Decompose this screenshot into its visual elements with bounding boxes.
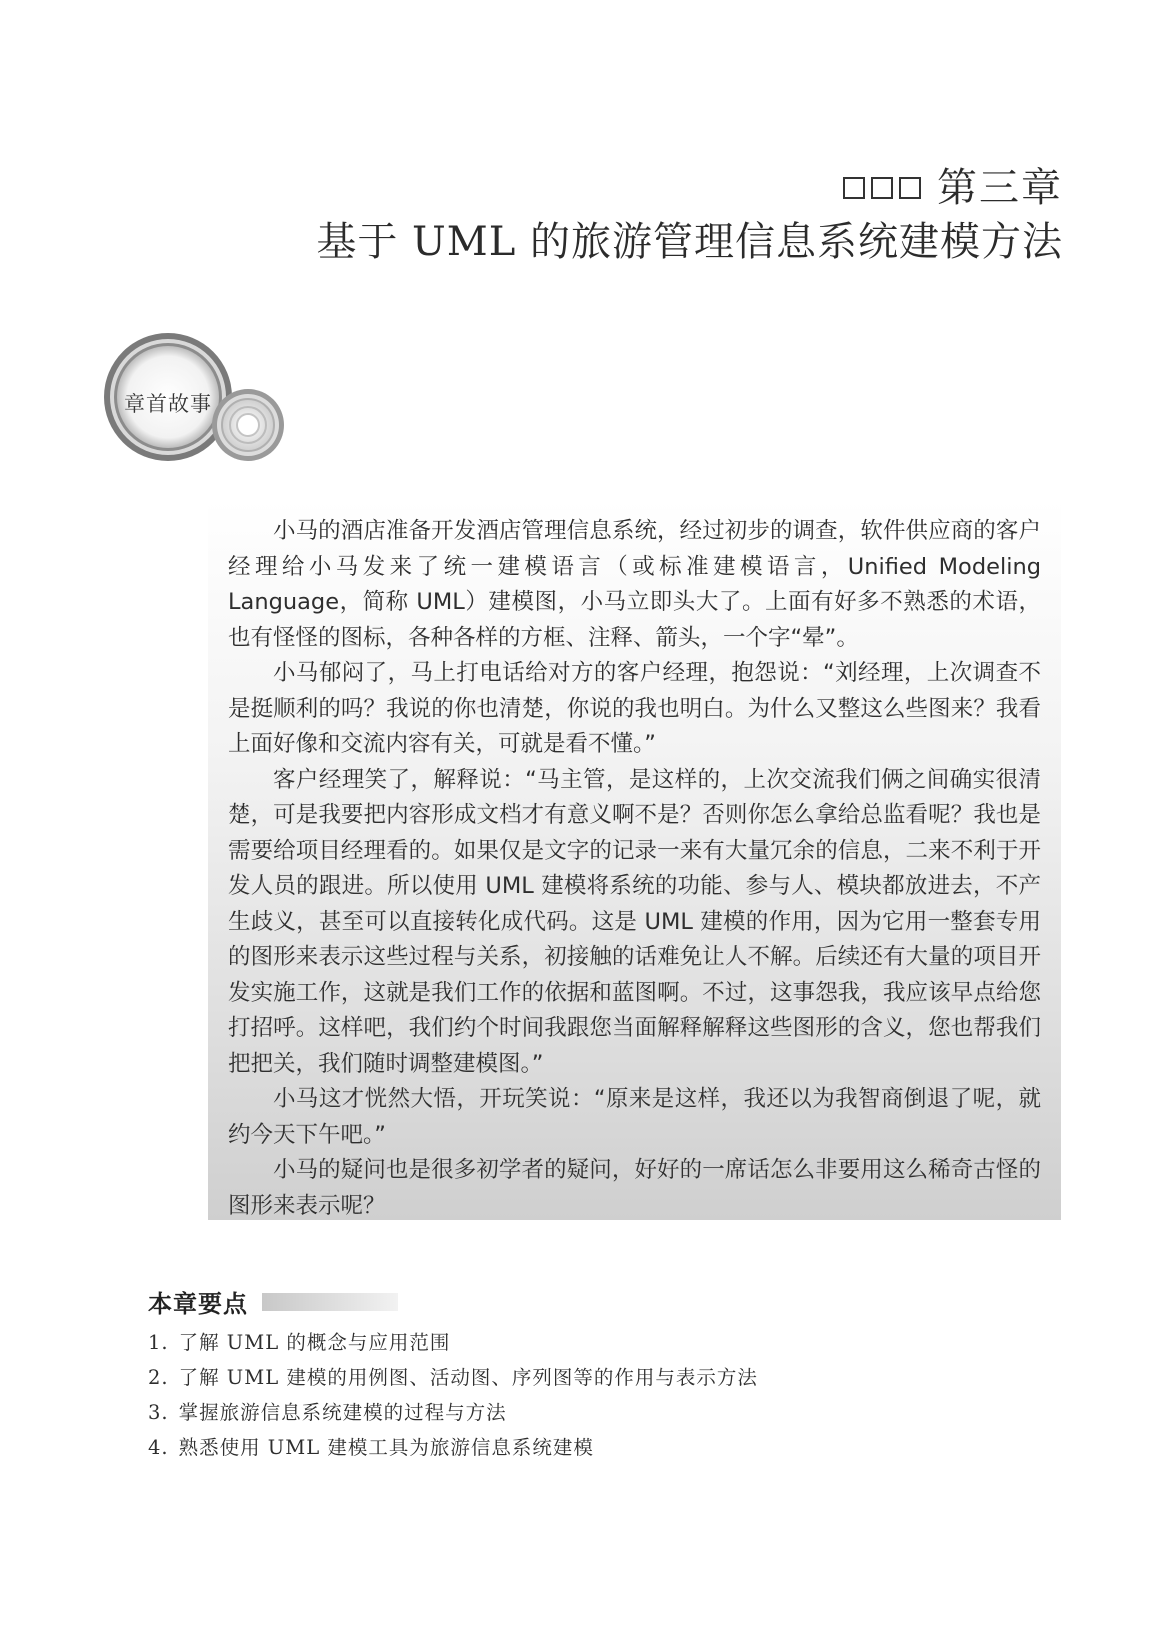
chapter-ornament — [843, 177, 921, 199]
key-point-item — [148, 1395, 758, 1430]
story-paragraph: 小马郁闷了，马上打电话给对方的客户经理，抱怨说：“刘经理，上次调查不是挺顺利的吗？我说的你也清楚，你说的我也明白。为什么又整这么些图来？我看上面好像和交流内容有关，可就是看不懂。” — [228, 660, 1041, 757]
ornament-square — [899, 177, 921, 199]
key-point-text: 熟悉使用 UML 建模工具为旅游信息系统建模 — [178, 1436, 594, 1459]
badge-label: 章首故事 — [124, 392, 212, 416]
key-points-title: 本章要点 — [148, 1290, 248, 1318]
key-point-number: 2. — [148, 1366, 169, 1389]
chapter-number-line — [843, 165, 1063, 211]
ornament-square — [843, 177, 865, 199]
key-point-item — [148, 1430, 758, 1465]
key-point-text: 了解 UML 的概念与应用范围 — [178, 1331, 451, 1354]
key-point-number: 4. — [148, 1436, 169, 1459]
chapter-number: 第三章 — [937, 165, 1063, 211]
chapter-title: 基于 UML 的旅游管理信息系统建模方法 — [316, 219, 1063, 265]
key-point-number: 3. — [148, 1401, 169, 1424]
story-badge — [98, 332, 298, 492]
ornament-square — [871, 177, 893, 199]
heading-decoration-bar — [262, 1293, 398, 1311]
key-points-heading — [148, 1284, 398, 1319]
story-paragraph: 小马这才恍然大悟，开玩笑说：“原来是这样，我还以为我智商倒退了呢，就约今天下午吧。” — [228, 1086, 1041, 1148]
key-point-text: 了解 UML 建模的用例图、活动图、序列图等的作用与表示方法 — [178, 1366, 758, 1389]
key-points-list — [148, 1325, 758, 1465]
story-paragraph: 客户经理笑了，解释说：“马主管，是这样的，上次交流我们俩之间确实很清楚，可是我要把内容形成文档才有意义啊不是？否则你怎么拿给总监看呢？我也是需要给项目经理看的。如果仅是文字的记录一来有大量冗余的信息，二来不利于开发人员的跟进。所以使用 UML 建模将系统的功能、参与人、模块都放进去，不产生歧义，甚至可以直接转化成代码。这是 UML 建模的作用，因为它用一整套专用的图形来表示这些过程与关系，初接触的话难免让人不解。后续还有大量的项目开发实施工作，这就是我们工作的依据和蓝图啊。不过，这事怨我，我应该早点给您打招呼。这样吧，我们约个时间我跟您当面解释解释这些图形的含义，您也帮我们把把关，我们随时调整建模图。” — [228, 766, 1041, 1077]
story-box — [208, 500, 1061, 1220]
key-point-item — [148, 1360, 758, 1395]
key-point-text: 掌握旅游信息系统建模的过程与方法 — [178, 1401, 507, 1424]
story-paragraph: 小马的疑问也是很多初学者的疑问，好好的一席话怎么非要用这么稀奇古怪的图形来表示呢？ — [228, 1157, 1041, 1219]
story-paragraph: 小马的酒店准备开发酒店管理信息系统，经过初步的调查，软件供应商的客户经理给小马发来了统一建模语言（或标准建模语言，Unified Modeling Language，简称 UML）建模图，小马立即头大了。上面有好多不熟悉的术语，也有怪怪的图标，各种各样的方框、注释、箭头，一个字“晕”。 — [228, 518, 1041, 651]
key-point-number: 1. — [148, 1331, 169, 1354]
key-point-item — [148, 1325, 758, 1360]
